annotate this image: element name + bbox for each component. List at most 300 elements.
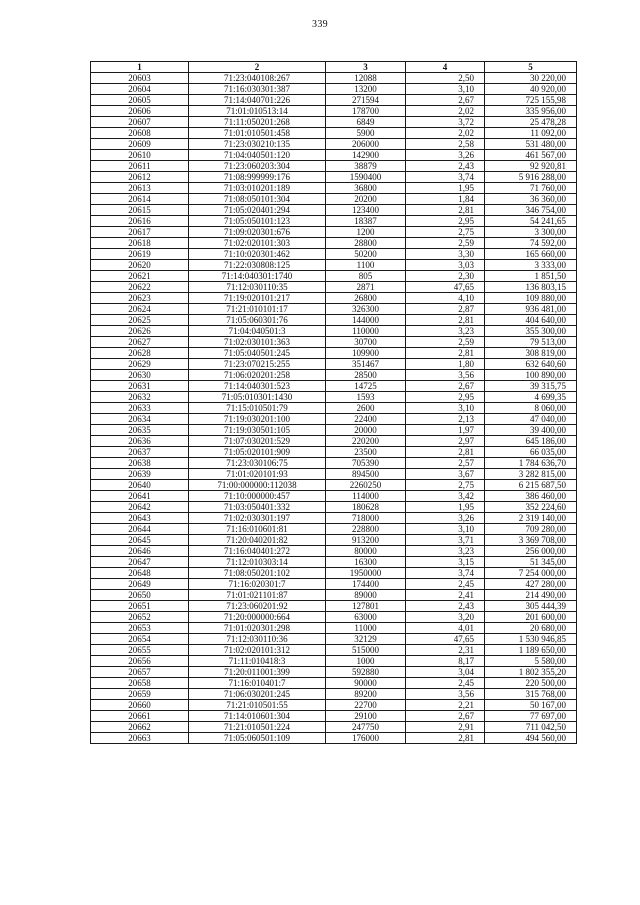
row-number-cell: 20615	[91, 205, 189, 216]
value-cell: 30 220,00	[485, 73, 577, 84]
value-cell: 711 042,50	[485, 722, 577, 733]
rate-cell: 2,58	[406, 139, 485, 150]
row-number-cell: 20613	[91, 183, 189, 194]
area-cell: 180628	[326, 502, 406, 513]
cadastral-number-cell: 71:21:010501:55	[189, 700, 326, 711]
table-row	[91, 623, 577, 634]
row-number-cell: 20619	[91, 249, 189, 260]
table-body	[91, 73, 577, 744]
table-row	[91, 172, 577, 183]
value-cell: 25 478,28	[485, 117, 577, 128]
rate-cell: 2,67	[406, 381, 485, 392]
table-row	[91, 370, 577, 381]
value-cell: 355 300,00	[485, 326, 577, 337]
area-cell: 80000	[326, 546, 406, 557]
rate-cell: 2,02	[406, 106, 485, 117]
row-number-cell: 20617	[91, 227, 189, 238]
row-number-cell: 20640	[91, 480, 189, 491]
area-cell: 16300	[326, 557, 406, 568]
cadastral-number-cell: 71:02:030101:363	[189, 337, 326, 348]
row-number-cell: 20637	[91, 447, 189, 458]
area-cell: 1100	[326, 260, 406, 271]
rate-cell: 3,42	[406, 491, 485, 502]
rate-cell: 2,87	[406, 304, 485, 315]
cadastral-number-cell: 71:08:999999:176	[189, 172, 326, 183]
row-number-cell: 20657	[91, 667, 189, 678]
cadastral-number-cell: 71:03:010201:189	[189, 183, 326, 194]
table-row	[91, 700, 577, 711]
area-cell: 20200	[326, 194, 406, 205]
value-cell: 1 189 650,00	[485, 645, 577, 656]
cadastral-number-cell: 71:01:010501:458	[189, 128, 326, 139]
rate-cell: 2,59	[406, 337, 485, 348]
table-row	[91, 304, 577, 315]
table-row	[91, 315, 577, 326]
area-cell: 351467	[326, 359, 406, 370]
rate-cell: 2,75	[406, 227, 485, 238]
area-cell: 2600	[326, 403, 406, 414]
value-cell: 346 754,00	[485, 205, 577, 216]
row-number-cell: 20607	[91, 117, 189, 128]
row-number-cell: 20614	[91, 194, 189, 205]
cadastral-number-cell: 71:19:030501:105	[189, 425, 326, 436]
table-row	[91, 161, 577, 172]
area-cell: 109900	[326, 348, 406, 359]
row-number-cell: 20620	[91, 260, 189, 271]
value-cell: 5 916 288,00	[485, 172, 577, 183]
cadastral-number-cell: 71:10:000000:457	[189, 491, 326, 502]
table-row	[91, 524, 577, 535]
table-row	[91, 502, 577, 513]
row-number-cell: 20616	[91, 216, 189, 227]
rate-cell: 3,15	[406, 557, 485, 568]
row-number-cell: 20651	[91, 601, 189, 612]
area-cell: 90000	[326, 678, 406, 689]
cadastral-number-cell: 71:07:030201:529	[189, 436, 326, 447]
cadastral-number-cell: 71:05:060301:76	[189, 315, 326, 326]
table-row	[91, 249, 577, 260]
table-row	[91, 579, 577, 590]
cadastral-number-cell: 71:01:020101:93	[189, 469, 326, 480]
table-row	[91, 84, 577, 95]
table-row	[91, 645, 577, 656]
table-row	[91, 139, 577, 150]
rate-cell: 47,65	[406, 282, 485, 293]
cadastral-number-cell: 71:19:020101:217	[189, 293, 326, 304]
rate-cell: 3,10	[406, 403, 485, 414]
area-cell: 515000	[326, 645, 406, 656]
table-row	[91, 359, 577, 370]
value-cell: 1 802 355,20	[485, 667, 577, 678]
rate-cell: 2,91	[406, 722, 485, 733]
row-number-cell: 20603	[91, 73, 189, 84]
table-row	[91, 150, 577, 161]
table-row	[91, 546, 577, 557]
page-number: 339	[312, 19, 328, 30]
row-number-cell: 20606	[91, 106, 189, 117]
value-cell: 165 660,00	[485, 249, 577, 260]
row-number-cell: 20621	[91, 271, 189, 282]
row-number-cell: 20635	[91, 425, 189, 436]
rate-cell: 2,97	[406, 436, 485, 447]
rate-cell: 2,02	[406, 128, 485, 139]
area-cell: 1590400	[326, 172, 406, 183]
rate-cell: 3,10	[406, 524, 485, 535]
cadastral-number-cell: 71:01:020301:298	[189, 623, 326, 634]
table-row	[91, 95, 577, 106]
row-number-cell: 20650	[91, 590, 189, 601]
value-cell: 6 215 687,50	[485, 480, 577, 491]
value-cell: 3 282 815,00	[485, 469, 577, 480]
table-row	[91, 480, 577, 491]
area-cell: 30700	[326, 337, 406, 348]
value-cell: 40 920,00	[485, 84, 577, 95]
value-cell: 936 481,00	[485, 304, 577, 315]
cadastral-number-cell: 71:05:050101:123	[189, 216, 326, 227]
cadastral-number-cell: 71:12:030110:35	[189, 282, 326, 293]
column-header-4: 4	[406, 62, 485, 73]
value-cell: 632 640,60	[485, 359, 577, 370]
rate-cell: 2,13	[406, 414, 485, 425]
value-cell: 201 600,00	[485, 612, 577, 623]
area-cell: 32129	[326, 634, 406, 645]
cadastral-number-cell: 71:02:030301:197	[189, 513, 326, 524]
table-row	[91, 733, 577, 744]
table-row	[91, 106, 577, 117]
area-cell: 89000	[326, 590, 406, 601]
table-row	[91, 293, 577, 304]
row-number-cell: 20634	[91, 414, 189, 425]
value-cell: 1 530 946,85	[485, 634, 577, 645]
area-cell: 220200	[326, 436, 406, 447]
rate-cell: 3,74	[406, 172, 485, 183]
value-cell: 461 567,00	[485, 150, 577, 161]
value-cell: 136 803,15	[485, 282, 577, 293]
row-number-cell: 20642	[91, 502, 189, 513]
value-cell: 645 186,00	[485, 436, 577, 447]
rate-cell: 2,75	[406, 480, 485, 491]
cadastral-number-cell: 71:22:030808:125	[189, 260, 326, 271]
row-number-cell: 20655	[91, 645, 189, 656]
row-number-cell: 20659	[91, 689, 189, 700]
rate-cell: 3,04	[406, 667, 485, 678]
value-cell: 531 480,00	[485, 139, 577, 150]
table-row	[91, 667, 577, 678]
rate-cell: 1,95	[406, 183, 485, 194]
table-row	[91, 458, 577, 469]
value-cell: 214 490,00	[485, 590, 577, 601]
area-cell: 18387	[326, 216, 406, 227]
row-number-cell: 20611	[91, 161, 189, 172]
cadastral-number-cell: 71:01:010513:14	[189, 106, 326, 117]
value-cell: 315 768,00	[485, 689, 577, 700]
table-row	[91, 436, 577, 447]
value-cell: 54 241,65	[485, 216, 577, 227]
cadastral-number-cell: 71:02:020101:312	[189, 645, 326, 656]
rate-cell: 2,41	[406, 590, 485, 601]
area-cell: 114000	[326, 491, 406, 502]
cadastral-number-cell: 71:08:050201:102	[189, 568, 326, 579]
rate-cell: 2,57	[406, 458, 485, 469]
rate-cell: 3,71	[406, 535, 485, 546]
value-cell: 66 035,00	[485, 447, 577, 458]
row-number-cell: 20629	[91, 359, 189, 370]
row-number-cell: 20644	[91, 524, 189, 535]
table-row	[91, 414, 577, 425]
table-row	[91, 337, 577, 348]
value-cell: 51 345,00	[485, 557, 577, 568]
row-number-cell: 20649	[91, 579, 189, 590]
cadastral-number-cell: 71:23:060203:304	[189, 161, 326, 172]
table-row	[91, 260, 577, 271]
rate-cell: 3,56	[406, 370, 485, 381]
cadastral-number-cell: 71:02:020101:303	[189, 238, 326, 249]
cadastral-value-table	[90, 61, 577, 744]
cadastral-number-cell: 71:03:050401:332	[189, 502, 326, 513]
area-cell: 1593	[326, 392, 406, 403]
value-cell: 3 369 708,00	[485, 535, 577, 546]
area-cell: 206000	[326, 139, 406, 150]
row-number-cell: 20662	[91, 722, 189, 733]
value-cell: 79 513,00	[485, 337, 577, 348]
area-cell: 144000	[326, 315, 406, 326]
table-row	[91, 73, 577, 84]
cadastral-number-cell: 71:23:070215:255	[189, 359, 326, 370]
value-cell: 4 699,35	[485, 392, 577, 403]
rate-cell: 2,67	[406, 711, 485, 722]
row-number-cell: 20661	[91, 711, 189, 722]
table-row	[91, 227, 577, 238]
rate-cell: 47,65	[406, 634, 485, 645]
rate-cell: 3,26	[406, 150, 485, 161]
area-cell: 705390	[326, 458, 406, 469]
row-number-cell: 20623	[91, 293, 189, 304]
area-cell: 22400	[326, 414, 406, 425]
rate-cell: 1,95	[406, 502, 485, 513]
table-row	[91, 711, 577, 722]
area-cell: 2871	[326, 282, 406, 293]
row-number-cell: 20653	[91, 623, 189, 634]
table-row	[91, 271, 577, 282]
cadastral-number-cell: 71:16:020301:7	[189, 579, 326, 590]
value-cell: 7 254 000,00	[485, 568, 577, 579]
rate-cell: 2,81	[406, 447, 485, 458]
table-row	[91, 557, 577, 568]
cadastral-number-cell: 71:19:030201:100	[189, 414, 326, 425]
value-cell: 109 880,00	[485, 293, 577, 304]
rate-cell: 3,26	[406, 513, 485, 524]
area-cell: 247750	[326, 722, 406, 733]
row-number-cell: 20632	[91, 392, 189, 403]
value-cell: 100 890,00	[485, 370, 577, 381]
row-number-cell: 20618	[91, 238, 189, 249]
table-row	[91, 447, 577, 458]
value-cell: 1 851,50	[485, 271, 577, 282]
row-number-cell: 20605	[91, 95, 189, 106]
area-cell: 2260250	[326, 480, 406, 491]
area-cell: 22700	[326, 700, 406, 711]
row-number-cell: 20610	[91, 150, 189, 161]
area-cell: 174400	[326, 579, 406, 590]
rate-cell: 3,74	[406, 568, 485, 579]
table-row	[91, 469, 577, 480]
row-number-cell: 20647	[91, 557, 189, 568]
rate-cell: 8,17	[406, 656, 485, 667]
rate-cell: 2,50	[406, 73, 485, 84]
value-cell: 335 956,00	[485, 106, 577, 117]
column-header-2: 2	[189, 62, 326, 73]
area-cell: 1950000	[326, 568, 406, 579]
cadastral-number-cell: 71:15:010501:79	[189, 403, 326, 414]
cadastral-number-cell: 71:05:020401:294	[189, 205, 326, 216]
rate-cell: 2,67	[406, 95, 485, 106]
row-number-cell: 20627	[91, 337, 189, 348]
area-cell: 142900	[326, 150, 406, 161]
row-number-cell: 20660	[91, 700, 189, 711]
table-row	[91, 678, 577, 689]
table-row	[91, 513, 577, 524]
area-cell: 14725	[326, 381, 406, 392]
value-cell: 5 580,00	[485, 656, 577, 667]
area-cell: 50200	[326, 249, 406, 260]
cadastral-number-cell: 71:23:040108:267	[189, 73, 326, 84]
row-number-cell: 20622	[91, 282, 189, 293]
area-cell: 271594	[326, 95, 406, 106]
area-cell: 176000	[326, 733, 406, 744]
rate-cell: 1,80	[406, 359, 485, 370]
table-row	[91, 403, 577, 414]
cadastral-number-cell: 71:20:011001:399	[189, 667, 326, 678]
value-cell: 71 760,00	[485, 183, 577, 194]
rate-cell: 1,84	[406, 194, 485, 205]
cadastral-number-cell: 71:16:010401:7	[189, 678, 326, 689]
table-row	[91, 425, 577, 436]
value-cell: 50 167,00	[485, 700, 577, 711]
table-row	[91, 656, 577, 667]
rate-cell: 3,20	[406, 612, 485, 623]
cadastral-number-cell: 71:04:040501:120	[189, 150, 326, 161]
cadastral-number-cell: 71:20:000000:664	[189, 612, 326, 623]
area-cell: 326300	[326, 304, 406, 315]
row-number-cell: 20636	[91, 436, 189, 447]
rate-cell: 1,97	[406, 425, 485, 436]
area-cell: 20000	[326, 425, 406, 436]
rate-cell: 2,81	[406, 315, 485, 326]
rate-cell: 3,10	[406, 84, 485, 95]
table-row	[91, 194, 577, 205]
table-row	[91, 634, 577, 645]
table-row	[91, 326, 577, 337]
rate-cell: 3,23	[406, 326, 485, 337]
value-cell: 3 300,00	[485, 227, 577, 238]
value-cell: 92 920,81	[485, 161, 577, 172]
value-cell: 725 155,98	[485, 95, 577, 106]
table-row	[91, 282, 577, 293]
area-cell: 23500	[326, 447, 406, 458]
table-row	[91, 348, 577, 359]
rate-cell: 2,30	[406, 271, 485, 282]
cadastral-number-cell: 71:05:060501:109	[189, 733, 326, 744]
row-number-cell: 20631	[91, 381, 189, 392]
table-row	[91, 689, 577, 700]
column-header-1: 1	[91, 62, 189, 73]
area-cell: 5900	[326, 128, 406, 139]
row-number-cell: 20658	[91, 678, 189, 689]
area-cell: 178700	[326, 106, 406, 117]
cadastral-number-cell: 71:01:021101:87	[189, 590, 326, 601]
rate-cell: 3,56	[406, 689, 485, 700]
value-cell: 20 680,00	[485, 623, 577, 634]
area-cell: 110000	[326, 326, 406, 337]
cadastral-number-cell: 71:12:010303:14	[189, 557, 326, 568]
table-row	[91, 128, 577, 139]
area-cell: 592880	[326, 667, 406, 678]
value-cell: 404 640,00	[485, 315, 577, 326]
area-cell: 11000	[326, 623, 406, 634]
table-row	[91, 216, 577, 227]
cadastral-number-cell: 71:11:050201:268	[189, 117, 326, 128]
rate-cell: 2,95	[406, 392, 485, 403]
table-row	[91, 568, 577, 579]
rate-cell: 2,45	[406, 579, 485, 590]
area-cell: 13200	[326, 84, 406, 95]
column-header-3: 3	[326, 62, 406, 73]
cadastral-number-cell: 71:00:000000:112038	[189, 480, 326, 491]
cadastral-number-cell: 71:08:050101:304	[189, 194, 326, 205]
value-cell: 709 280,00	[485, 524, 577, 535]
table-row	[91, 491, 577, 502]
value-cell: 427 280,00	[485, 579, 577, 590]
rate-cell: 3,23	[406, 546, 485, 557]
row-number-cell: 20656	[91, 656, 189, 667]
area-cell: 28500	[326, 370, 406, 381]
area-cell: 228800	[326, 524, 406, 535]
area-cell: 63000	[326, 612, 406, 623]
area-cell: 89200	[326, 689, 406, 700]
cadastral-number-cell: 71:21:010101:17	[189, 304, 326, 315]
row-number-cell: 20663	[91, 733, 189, 744]
rate-cell: 2,59	[406, 238, 485, 249]
row-number-cell: 20612	[91, 172, 189, 183]
area-cell: 26800	[326, 293, 406, 304]
rate-cell: 2,31	[406, 645, 485, 656]
cadastral-number-cell: 71:14:040301:523	[189, 381, 326, 392]
row-number-cell: 20625	[91, 315, 189, 326]
rate-cell: 3,30	[406, 249, 485, 260]
row-number-cell: 20609	[91, 139, 189, 150]
value-cell: 11 092,00	[485, 128, 577, 139]
table-row	[91, 392, 577, 403]
row-number-cell: 20639	[91, 469, 189, 480]
rate-cell: 2,81	[406, 205, 485, 216]
area-cell: 6849	[326, 117, 406, 128]
cadastral-number-cell: 71:14:010601:304	[189, 711, 326, 722]
rate-cell: 2,95	[406, 216, 485, 227]
rate-cell: 2,43	[406, 601, 485, 612]
rate-cell: 2,81	[406, 733, 485, 744]
row-number-cell: 20643	[91, 513, 189, 524]
row-number-cell: 20626	[91, 326, 189, 337]
cadastral-number-cell: 71:23:030106:75	[189, 458, 326, 469]
table-row	[91, 117, 577, 128]
value-cell: 8 060,00	[485, 403, 577, 414]
row-number-cell: 20608	[91, 128, 189, 139]
rate-cell: 2,81	[406, 348, 485, 359]
table-row	[91, 590, 577, 601]
value-cell: 494 560,00	[485, 733, 577, 744]
cadastral-number-cell: 71:20:040201:82	[189, 535, 326, 546]
value-cell: 3 333,00	[485, 260, 577, 271]
